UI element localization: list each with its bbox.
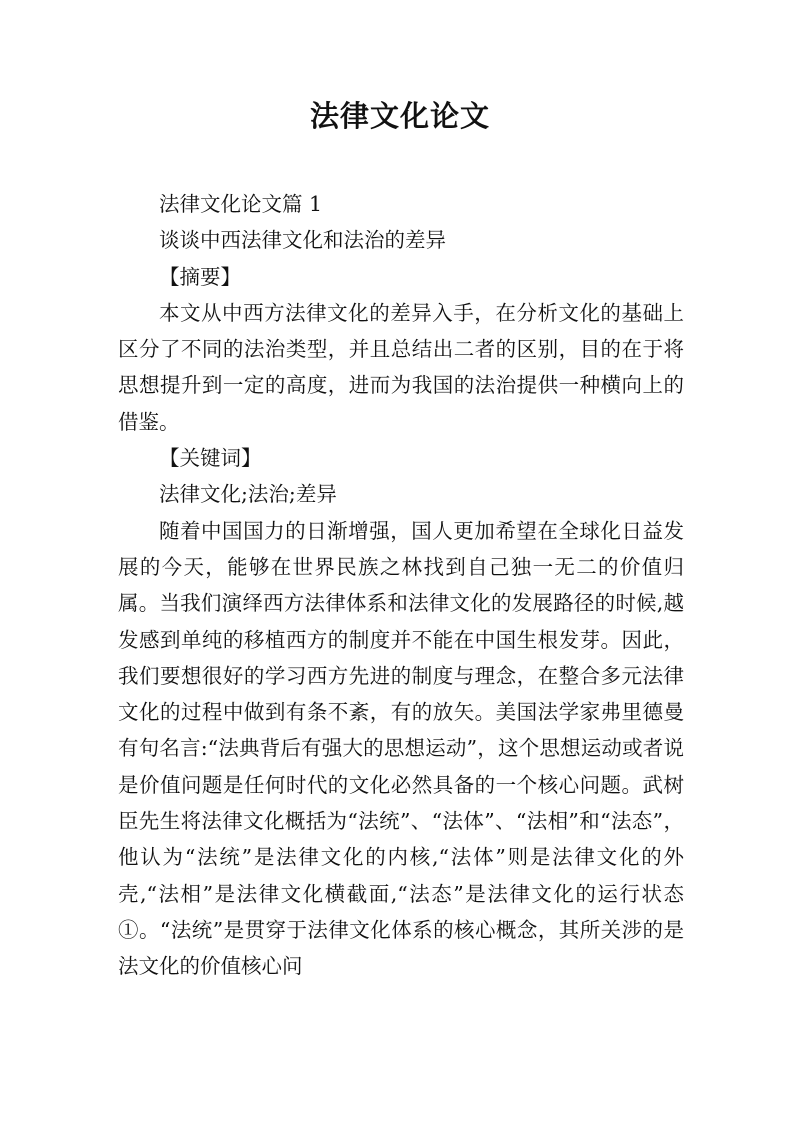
section-heading: 法律文化论文篇 1 — [159, 192, 323, 216]
abstract-heading: 【摘要】 — [159, 264, 241, 289]
abstract-paragraph: 本文从中西方法律文化的差异入手，在分析文化的基础上区分了不同的法治类型，并且总结出二者的区别，目的在于将思想提升到一定的高度，进而为我国的法治提供一种横向上的借鉴。 — [118, 300, 684, 434]
body-paragraph: 随着中国国力的日渐增强，国人更加希望在全球化日益发展的今天，能够在世界民族之林找到自己独一无二的价值归属。当我们演绎西方法律体系和法律文化的发展路径的时候,越发感到单纯的移植西方的制度并不能在中国生根发芽。因此，我们要想很好的学习西方先进的制度与理念，在整合多元法律文化的过程中做到有条不紊，有的放矢。美国法学家弗里德曼有句名言:“法典背后有强大的思想运动”，这个思想运动或者说是价值问题是任何时代的文化必然具备的一个核心问题。武树臣先生将法律文化概括为“法统”、“法体”、“法相”和“法态”，他认为“法统”是法律文化的内核,“法体”则是法律文化的外壳,“法相”是法律文化横截面,“法态”是法律文化的运行状态①。“法统”是贯穿于法律文化体系的核心概念，其所关涉的是法文化的价值核心问 — [118, 518, 684, 979]
keywords-heading: 【关键词】 — [159, 446, 262, 471]
document-body — [118, 186, 684, 985]
article-title: 谈谈中西法律文化和法治的差异 — [159, 228, 446, 253]
keywords-list: 法律文化;法治;差异 — [159, 482, 337, 507]
document-title: 法律文化论文 — [309, 99, 490, 133]
